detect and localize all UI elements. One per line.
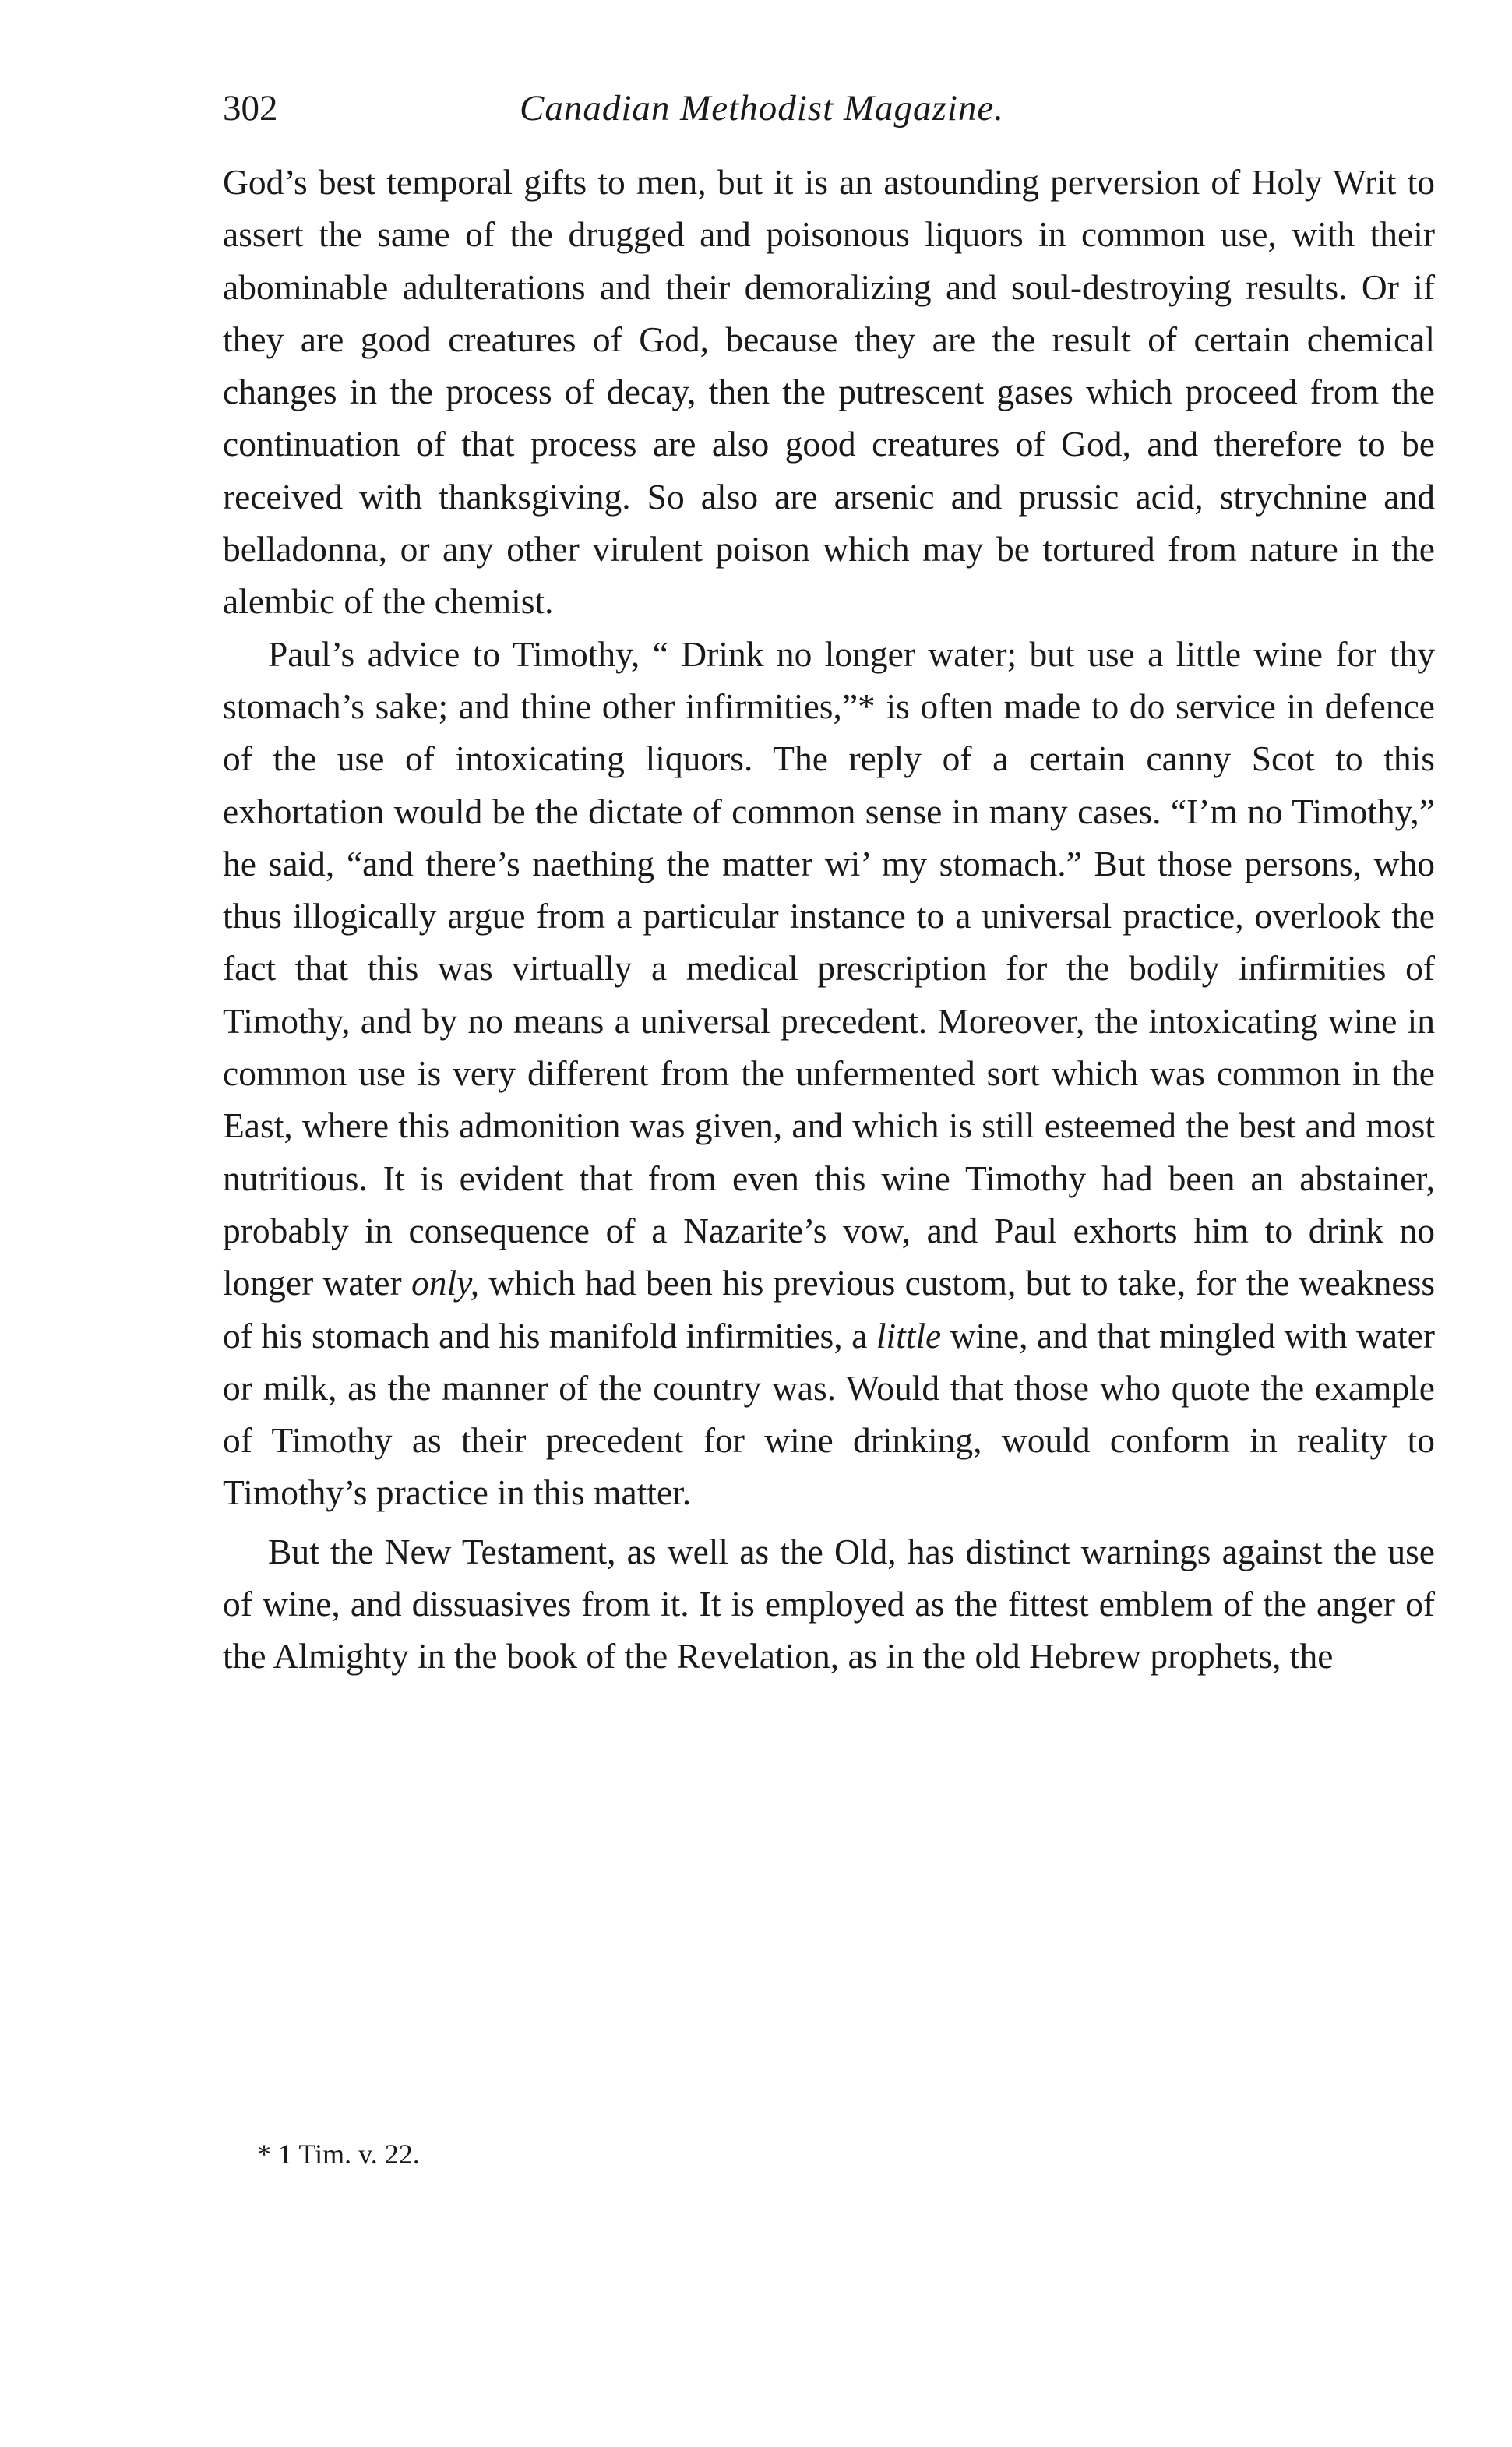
article-body bbox=[223, 156, 1435, 1683]
footnote: * 1 Tim. v. 22. bbox=[257, 2138, 420, 2170]
running-title: Canadian Methodist Magazine. bbox=[520, 88, 1004, 129]
paragraph-2-text-end: wine, and that mingled with water or milk, as the manner of the country was. Would that those who quote the example of Timothy as their precedent for wine drinking, would conform in reality to Timothy’s practice in this matter. bbox=[223, 1315, 1436, 1513]
paragraph-2-text: Paul’s advice to Timothy, “ Drink no longer water; but use a little wine for thy stomach’s sake; and thine other infirmities,”* is often made to do service in defence of the use of intoxicating liquors. The reply of a certain canny Scot to this exhortation would be the dictate of common sense in many cases. “I’m no Timothy,” he said, “and there’s naething the matter wi’ my stomach.” But those persons, who thus illogically argue from a particular instance to a universal practice, overlook the fact that this was virtually a medical prescription for the bodily infirmities of Timothy, and by no means a universal precedent. Moreover, the intoxicating wine in common use is very different from the unfermented sort which was common in the East, where this admonition was given, and which is still esteemed the best and most nutritious. It is evident that from even this wine Timothy had been an abstainer, probably in consequence of a Nazarite’s vow, and Paul exhorts him to drink no longer water bbox=[223, 633, 1435, 1303]
paragraph-2 bbox=[223, 628, 1435, 1519]
paragraph-3: But the New Testament, as well as the Old, has distinct warnings against the use of wine, and dissuasives from it. It is employed as the fittest emblem of the anger of the Almighty in the book of the Revelation, as in the old Hebrew prophets, the bbox=[223, 1531, 1435, 1677]
page-number: 302 bbox=[223, 88, 278, 129]
paragraph-2-text-cont: which had been his previous custom, but to take, for the weakness of his stomach and his manifold infirmities, a bbox=[223, 1263, 1436, 1356]
emphasis-only: only, bbox=[411, 1263, 480, 1303]
page-header bbox=[223, 81, 1301, 136]
emphasis-little: little bbox=[876, 1315, 942, 1356]
paragraph-1: God’s best temporal gifts to men, but it is an astounding perversion of Holy Writ to assert the same of the drugged and poisonous liquors in common use, with their abominable adulterations and their demoralizing and soul-destroying results. Or if they are good creatures of God, because they are the result of certain chemical changes in the process of decay, then the putrescent gases which proceed from the continuation of that process are also good creatures of God, and therefore to be received with thanksgiving. So also are arsenic and prussic acid, strychnine and belladonna, or any other virulent poison which may be tortured from nature in the alembic of the chemist. bbox=[223, 162, 1435, 622]
